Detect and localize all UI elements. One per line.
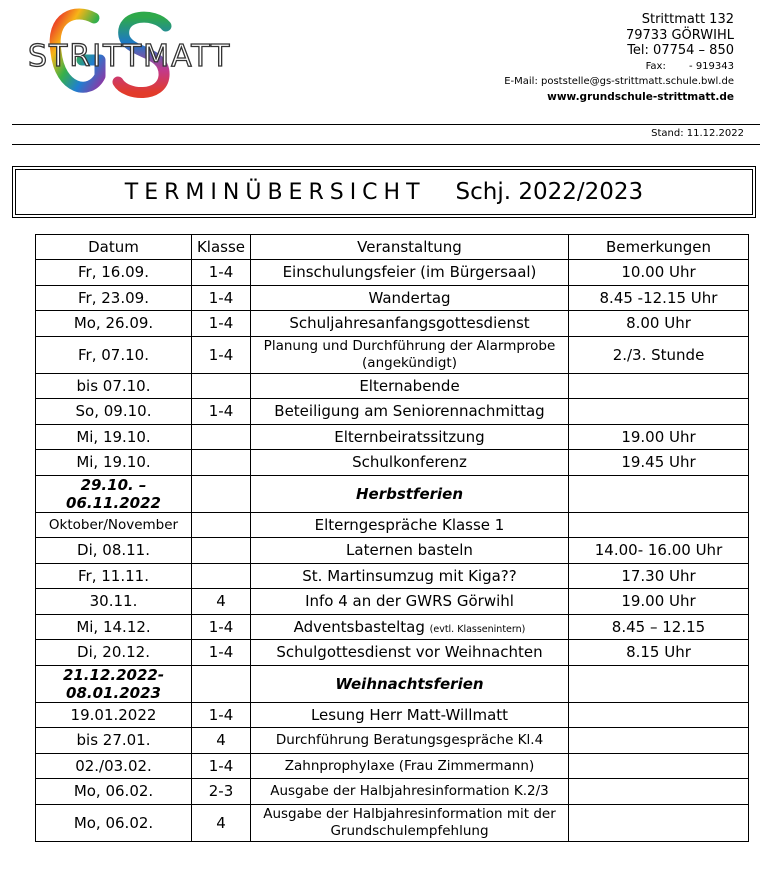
table-row [36, 512, 749, 538]
cell-datum: 21.12.2022- 08.01.2023 [36, 665, 192, 702]
table-row [36, 424, 749, 450]
header-veranstaltung: Veranstaltung [251, 235, 569, 260]
cell-klasse [192, 424, 251, 450]
header-divider-bottom [12, 144, 760, 145]
cell-event: Wandertag [251, 285, 569, 311]
cell-event: St. Martinsumzug mit Kiga?? [251, 563, 569, 589]
phone-number: Tel: 07754 – 850 [627, 43, 734, 58]
cell-klasse: 4 [192, 804, 251, 841]
cell-bemerkung: 19.00 Uhr [569, 589, 749, 615]
cell-event: Schulgottesdienst vor Weihnachten [251, 640, 569, 666]
cell-klasse: 1-4 [192, 260, 251, 286]
cell-event: Laternen basteln [251, 538, 569, 564]
cell-event: Ausgabe der Halbjahresinformation K.2/3 [251, 779, 569, 805]
holiday-row [36, 665, 749, 702]
cell-klasse: 1-4 [192, 399, 251, 425]
cell-bemerkung [569, 753, 749, 779]
cell-event: Info 4 an der GWRS Görwihl [251, 589, 569, 615]
cell-datum: Di, 20.12. [36, 640, 192, 666]
address-street: Strittmatt 132 [641, 12, 734, 27]
cell-bemerkung: 17.30 Uhr [569, 563, 749, 589]
cell-klasse: 4 [192, 728, 251, 754]
cell-datum: Fr, 23.09. [36, 285, 192, 311]
stand-date: Stand: 11.12.2022 [651, 128, 744, 139]
email-address[interactable]: E-Mail: poststelle@gs-strittmatt.schule.bwl.de [504, 76, 734, 87]
cell-klasse: 2-3 [192, 779, 251, 805]
table-row [36, 336, 749, 373]
fax-label: Fax: [645, 60, 666, 72]
cell-bemerkung: 2./3. Stunde [569, 336, 749, 373]
cell-datum: Oktober/November [36, 512, 192, 538]
cell-datum: 02./03.02. [36, 753, 192, 779]
table-row [36, 614, 749, 640]
cell-klasse: 1-4 [192, 336, 251, 373]
table-row [36, 563, 749, 589]
cell-datum: Fr, 07.10. [36, 336, 192, 373]
cell-datum: Mi, 14.12. [36, 614, 192, 640]
cell-bemerkung [569, 475, 749, 512]
cell-klasse: 1-4 [192, 285, 251, 311]
cell-datum: Fr, 11.11. [36, 563, 192, 589]
cell-datum: Mo, 06.02. [36, 779, 192, 805]
header-klasse: Klasse [192, 235, 251, 260]
logo-text: STRITTMATT [28, 39, 232, 74]
cell-klasse [192, 450, 251, 476]
cell-bemerkung: 14.00- 16.00 Uhr [569, 538, 749, 564]
cell-event: Schulkonferenz [251, 450, 569, 476]
cell-bemerkung [569, 665, 749, 702]
cell-event: Planung und Durchführung der Alarmprobe (angekündigt) [251, 336, 569, 373]
cell-klasse [192, 373, 251, 399]
header-divider [12, 124, 760, 125]
header-datum: Datum [36, 235, 192, 260]
table-row [36, 373, 749, 399]
website-link[interactable]: www.grundschule-strittmatt.de [547, 90, 734, 103]
event-note: (evtl. Klassenintern) [429, 623, 526, 635]
cell-bemerkung: 8.15 Uhr [569, 640, 749, 666]
cell-klasse: 1-4 [192, 311, 251, 337]
cell-datum: Fr, 16.09. [36, 260, 192, 286]
cell-klasse: 1-4 [192, 614, 251, 640]
cell-event: Einschulungsfeier (im Bürgersaal) [251, 260, 569, 286]
table-row [36, 538, 749, 564]
table-row [36, 450, 749, 476]
cell-event: Zahnprophylaxe (Frau Zimmermann) [251, 753, 569, 779]
cell-klasse [192, 665, 251, 702]
cell-event: Schuljahresanfangsgottesdienst [251, 311, 569, 337]
cell-bemerkung: 10.00 Uhr [569, 260, 749, 286]
event-text: Adventsbasteltag [293, 617, 425, 636]
cell-klasse [192, 475, 251, 512]
cell-bemerkung [569, 399, 749, 425]
cell-datum: Mi, 19.10. [36, 424, 192, 450]
cell-datum: bis 27.01. [36, 728, 192, 754]
cell-klasse [192, 538, 251, 564]
cell-event: Lesung Herr Matt-Willmatt [251, 702, 569, 728]
cell-bemerkung [569, 702, 749, 728]
cell-bemerkung: 8.45 – 12.15 [569, 614, 749, 640]
cell-klasse: 1-4 [192, 702, 251, 728]
cell-bemerkung [569, 804, 749, 841]
cell-datum: Mo, 26.09. [36, 311, 192, 337]
cell-datum: Mi, 19.10. [36, 450, 192, 476]
cell-bemerkung [569, 512, 749, 538]
cell-bemerkung [569, 779, 749, 805]
contact-block [504, 12, 734, 105]
cell-datum: Mo, 06.02. [36, 804, 192, 841]
cell-event: Ausgabe der Halbjahresinformation mit der Grundschulempfehlung [251, 804, 569, 841]
cell-event: Elternbeiratssitzung [251, 424, 569, 450]
table-row [36, 285, 749, 311]
table-row [36, 753, 749, 779]
cell-bemerkung: 8.00 Uhr [569, 311, 749, 337]
cell-event: Beteiligung am Seniorennachmittag [251, 399, 569, 425]
cell-event [251, 614, 569, 640]
cell-bemerkung: 19.45 Uhr [569, 450, 749, 476]
cell-event: Elternabende [251, 373, 569, 399]
table-header-row [36, 235, 749, 260]
title-box [12, 166, 756, 218]
cell-datum: 19.01.2022 [36, 702, 192, 728]
cell-klasse [192, 563, 251, 589]
school-logo [16, 4, 266, 104]
table-row [36, 311, 749, 337]
cell-bemerkung [569, 373, 749, 399]
cell-klasse: 4 [192, 589, 251, 615]
cell-bemerkung [569, 728, 749, 754]
table-row [36, 702, 749, 728]
cell-klasse: 1-4 [192, 753, 251, 779]
table-row [36, 589, 749, 615]
table-row [36, 640, 749, 666]
page-title: TERMINÜBERSICHT [124, 179, 426, 205]
cell-event: Weihnachtsferien [251, 665, 569, 702]
table-row [36, 260, 749, 286]
fax-number: - 919343 [689, 60, 734, 72]
cell-event: Elterngespräche Klasse 1 [251, 512, 569, 538]
cell-klasse: 1-4 [192, 640, 251, 666]
cell-datum: bis 07.10. [36, 373, 192, 399]
holiday-row [36, 475, 749, 512]
table-row [36, 728, 749, 754]
table-row [36, 779, 749, 805]
cell-datum: Di, 08.11. [36, 538, 192, 564]
table-row [36, 804, 749, 841]
school-year: Schj. 2022/2023 [455, 179, 644, 205]
fax-row [504, 59, 734, 75]
cell-klasse [192, 512, 251, 538]
cell-datum: 29.10. – 06.11.2022 [36, 475, 192, 512]
schedule-table [35, 234, 749, 842]
header-bemerkungen: Bemerkungen [569, 235, 749, 260]
cell-bemerkung: 8.45 -12.15 Uhr [569, 285, 749, 311]
table-row [36, 399, 749, 425]
cell-bemerkung: 19.00 Uhr [569, 424, 749, 450]
cell-event: Durchführung Beratungsgespräche Kl.4 [251, 728, 569, 754]
address-city: 79733 GÖRWIHL [625, 27, 734, 43]
cell-datum: 30.11. [36, 589, 192, 615]
cell-datum: So, 09.10. [36, 399, 192, 425]
cell-event: Herbstferien [251, 475, 569, 512]
